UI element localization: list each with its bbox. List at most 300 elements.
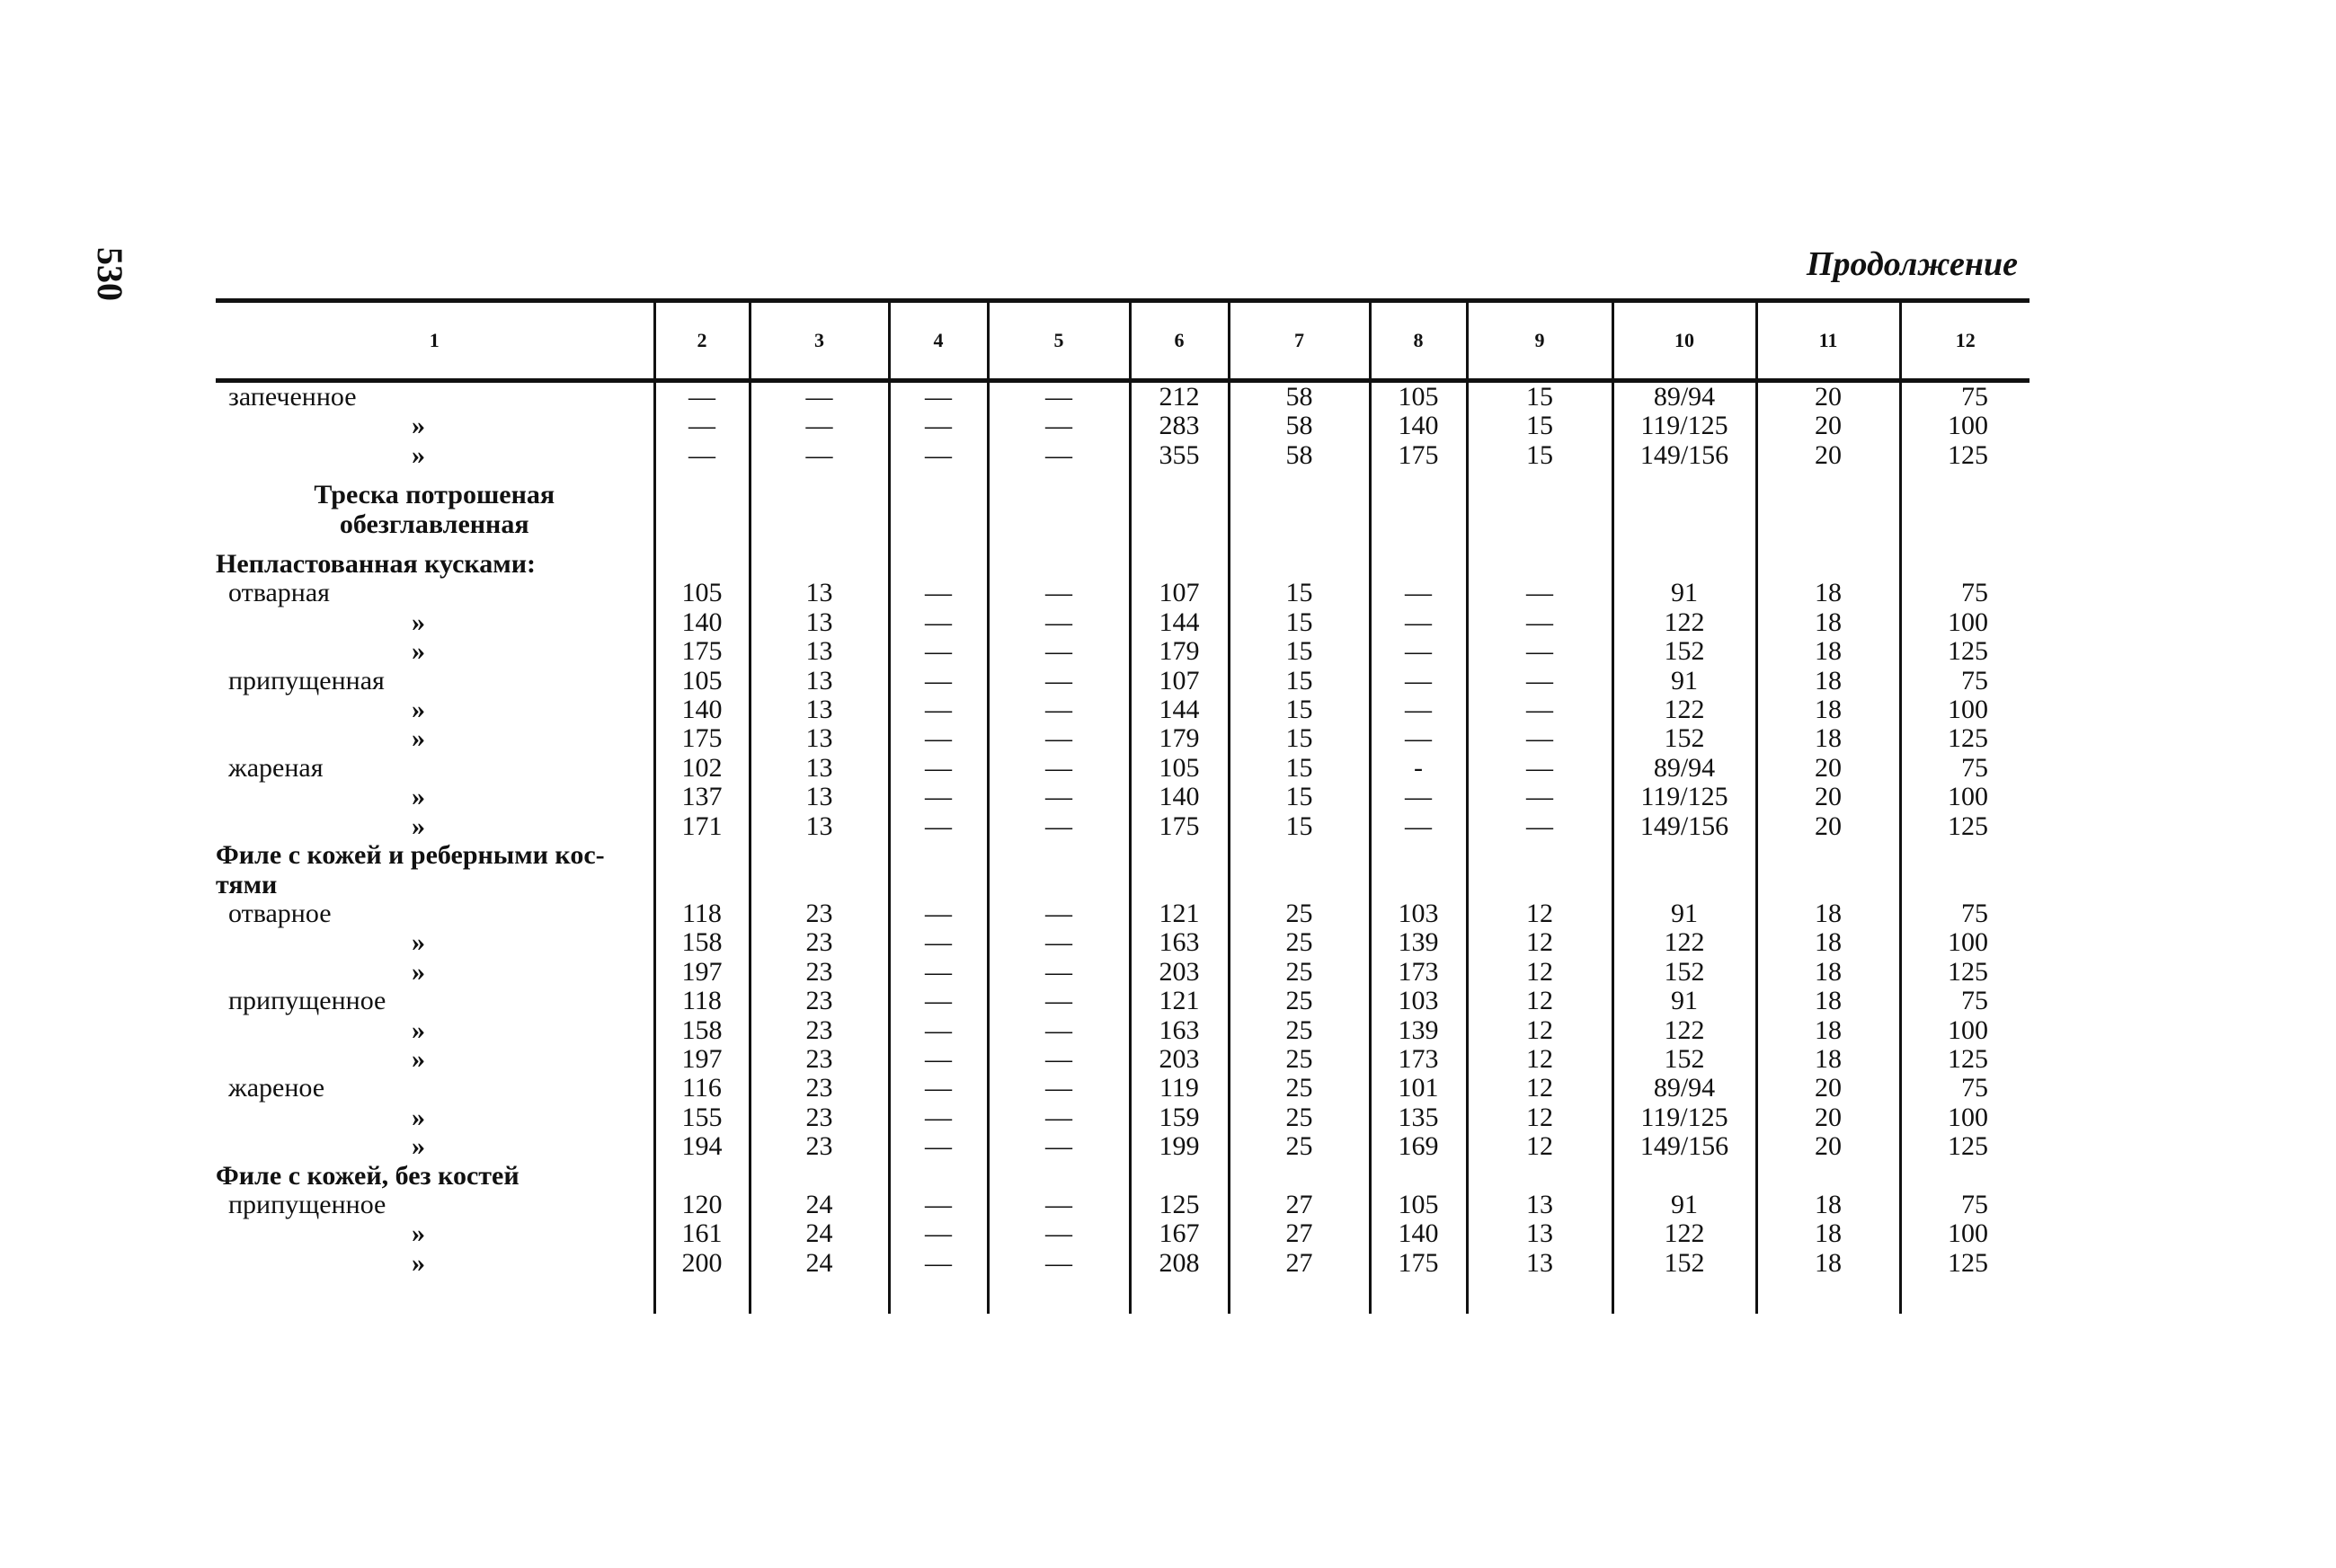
cell-col-8: 103	[1370, 987, 1467, 1015]
cell-col-9	[1467, 871, 1612, 899]
cell-col-6: 105	[1130, 754, 1229, 783]
cell-col-9: —	[1467, 812, 1612, 841]
cell-col-12: 100	[1900, 608, 2030, 637]
cell-col-2: 197	[654, 1045, 750, 1074]
table-row	[216, 871, 2030, 899]
cell-col-11: 18	[1756, 1016, 1900, 1045]
cell-col-3: 24	[750, 1191, 889, 1219]
row-label: »	[412, 811, 425, 841]
cell-col-3	[750, 1162, 889, 1191]
cell-col-7: 15	[1229, 695, 1370, 724]
cell-col-2	[654, 481, 750, 509]
cell-col-7	[1229, 550, 1370, 579]
cell-col-9: —	[1467, 579, 1612, 607]
cell-col-10: 89/94	[1612, 381, 1756, 412]
column-header-9: 9	[1467, 301, 1612, 381]
spacer-cell	[1229, 539, 1370, 550]
cell-col-8	[1370, 1162, 1467, 1191]
cell-col-8: 173	[1370, 958, 1467, 987]
cell-col-12: 75	[1900, 381, 2030, 412]
cell-col-11: 18	[1756, 1219, 1900, 1248]
cell-col-10: 122	[1612, 608, 1756, 637]
cell-col-4: —	[889, 899, 988, 928]
cell-col-8: 101	[1370, 1074, 1467, 1103]
cell-col-10: 91	[1612, 579, 1756, 607]
table-row	[216, 1132, 2030, 1161]
row-label: »	[412, 1043, 425, 1074]
cell-col-12: 75	[1900, 1191, 2030, 1219]
cell-col-9: —	[1467, 783, 1612, 811]
spacer-cell	[654, 1278, 750, 1314]
table-row	[216, 550, 2030, 579]
cell-col-12: 125	[1900, 958, 2030, 987]
table-row	[216, 958, 2030, 987]
cell-col-10: 152	[1612, 958, 1756, 987]
table-row	[216, 510, 2030, 539]
cell-col-6: 208	[1130, 1249, 1229, 1278]
row-label: »	[412, 956, 425, 987]
cell-col-6: 140	[1130, 783, 1229, 811]
cell-col-7: 25	[1229, 1045, 1370, 1074]
cell-col-3: 23	[750, 958, 889, 987]
table-row	[216, 724, 2030, 753]
cell-col-2: 140	[654, 695, 750, 724]
cell-col-12: 100	[1900, 695, 2030, 724]
cell-col-11: 18	[1756, 928, 1900, 957]
cell-col-11: 18	[1756, 1249, 1900, 1278]
spacer-cell	[1756, 1278, 1900, 1314]
cell-col-5	[988, 550, 1130, 579]
cell-col-9: 12	[1467, 1074, 1612, 1103]
spacer-cell	[1370, 1278, 1467, 1314]
cell-col-4: —	[889, 724, 988, 753]
cell-col-11: 20	[1756, 381, 1900, 412]
spacer-cell	[1130, 1278, 1229, 1314]
cell-col-5: —	[988, 412, 1130, 440]
spacer-cell	[1900, 470, 2030, 481]
cell-col-5: —	[988, 928, 1130, 957]
column-header-3: 3	[750, 301, 889, 381]
cell-col-12: 125	[1900, 724, 2030, 753]
cell-col-10	[1612, 1162, 1756, 1191]
cell-col-2	[654, 871, 750, 899]
cell-col-10: 122	[1612, 695, 1756, 724]
cell-col-11: 18	[1756, 579, 1900, 607]
cell-col-3: 13	[750, 637, 889, 666]
table-row	[216, 1074, 2030, 1103]
cell-col-11: 20	[1756, 1074, 1900, 1103]
cell-col-5	[988, 841, 1130, 870]
table-row	[216, 1249, 2030, 1278]
cell-col-11: 18	[1756, 987, 1900, 1015]
cell-col-6: 179	[1130, 637, 1229, 666]
cell-col-2: —	[654, 381, 750, 412]
spacer-cell	[889, 539, 988, 550]
cell-col-4: —	[889, 441, 988, 470]
cell-col-7: 15	[1229, 724, 1370, 753]
cell-col-5: —	[988, 1103, 1130, 1132]
cell-col-2	[654, 841, 750, 870]
table-row	[216, 381, 2030, 412]
cell-col-6: 163	[1130, 928, 1229, 957]
cell-col-2	[654, 550, 750, 579]
cell-col-12: 100	[1900, 928, 2030, 957]
row-label: припущенное	[228, 1189, 386, 1219]
cell-col-8: —	[1370, 608, 1467, 637]
cell-col-5: —	[988, 899, 1130, 928]
cell-col-9: 15	[1467, 412, 1612, 440]
cell-col-6: 125	[1130, 1191, 1229, 1219]
cell-col-7	[1229, 871, 1370, 899]
cell-col-11: 20	[1756, 783, 1900, 811]
row-label: жареная	[228, 752, 324, 783]
cell-col-9	[1467, 510, 1612, 539]
cell-col-2: 120	[654, 1191, 750, 1219]
table-body	[216, 381, 2030, 1315]
cell-col-11: 18	[1756, 637, 1900, 666]
cell-col-4: —	[889, 667, 988, 695]
cell-col-11	[1756, 510, 1900, 539]
cell-col-8: 135	[1370, 1103, 1467, 1132]
cell-col-5: —	[988, 812, 1130, 841]
spacer-cell	[988, 539, 1130, 550]
cell-col-3	[750, 871, 889, 899]
cell-col-3: 23	[750, 1074, 889, 1103]
table-row	[216, 695, 2030, 724]
cell-col-2: 200	[654, 1249, 750, 1278]
cell-col-5	[988, 481, 1130, 509]
row-label: »	[412, 1102, 425, 1132]
row-label: »	[412, 439, 425, 470]
cell-col-9: 12	[1467, 1016, 1612, 1045]
cell-col-4: —	[889, 783, 988, 811]
cell-col-8: —	[1370, 783, 1467, 811]
cell-col-12	[1900, 841, 2030, 870]
cell-col-7: 58	[1229, 412, 1370, 440]
table-row	[216, 899, 2030, 928]
cell-col-3: 13	[750, 695, 889, 724]
cell-col-8: 140	[1370, 412, 1467, 440]
cell-col-8: 139	[1370, 1016, 1467, 1045]
table-row	[216, 637, 2030, 666]
cell-col-8: —	[1370, 724, 1467, 753]
cell-col-5: —	[988, 1249, 1130, 1278]
column-header-6: 6	[1130, 301, 1229, 381]
spacer-cell	[1370, 470, 1467, 481]
cell-col-11: 18	[1756, 958, 1900, 987]
cell-col-12: 125	[1900, 1249, 2030, 1278]
cell-col-6	[1130, 481, 1229, 509]
cell-col-8: —	[1370, 812, 1467, 841]
cell-col-11	[1756, 1162, 1900, 1191]
cell-col-10: 152	[1612, 637, 1756, 666]
table-row	[216, 928, 2030, 957]
cell-col-6: 121	[1130, 899, 1229, 928]
cell-col-3: 13	[750, 724, 889, 753]
cell-col-7: 15	[1229, 667, 1370, 695]
cell-col-12: 75	[1900, 579, 2030, 607]
cell-col-3	[750, 510, 889, 539]
cell-col-9: —	[1467, 724, 1612, 753]
cell-col-12: 125	[1900, 637, 2030, 666]
spacer-cell	[1130, 470, 1229, 481]
cell-col-6	[1130, 841, 1229, 870]
row-label: жареное	[228, 1073, 325, 1103]
cell-col-9: 12	[1467, 928, 1612, 957]
table-header-row	[216, 301, 2030, 381]
spacer-cell	[1467, 539, 1612, 550]
cell-col-10: 89/94	[1612, 754, 1756, 783]
table-row	[216, 1219, 2030, 1248]
spacer-cell	[1612, 539, 1756, 550]
cell-col-6: 107	[1130, 667, 1229, 695]
cell-col-12: 75	[1900, 987, 2030, 1015]
cell-col-6: 203	[1130, 958, 1229, 987]
cell-col-12: 125	[1900, 441, 2030, 470]
nutrition-table	[216, 298, 2030, 1314]
cell-col-3: 13	[750, 754, 889, 783]
cell-col-8	[1370, 510, 1467, 539]
cell-col-2: 158	[654, 928, 750, 957]
cell-col-11: 18	[1756, 724, 1900, 753]
cell-col-6: 199	[1130, 1132, 1229, 1161]
table-row	[216, 1191, 2030, 1219]
cell-col-7: 25	[1229, 1132, 1370, 1161]
cell-col-11	[1756, 550, 1900, 579]
cell-col-6: 144	[1130, 695, 1229, 724]
cell-col-9: 13	[1467, 1249, 1612, 1278]
table-row	[216, 987, 2030, 1015]
cell-col-3: 24	[750, 1219, 889, 1248]
cell-col-12	[1900, 1162, 2030, 1191]
cell-col-7	[1229, 1162, 1370, 1191]
spacer-cell	[750, 1278, 889, 1314]
cell-col-6: 355	[1130, 441, 1229, 470]
table-row	[216, 1103, 2030, 1132]
cell-col-4: —	[889, 928, 988, 957]
cell-col-10: 122	[1612, 1219, 1756, 1248]
spacer-cell	[750, 470, 889, 481]
cell-col-8: 139	[1370, 928, 1467, 957]
spacer-cell	[1229, 1278, 1370, 1314]
cell-col-5: —	[988, 754, 1130, 783]
cell-col-2: 118	[654, 987, 750, 1015]
table-row	[216, 812, 2030, 841]
cell-col-6: 159	[1130, 1103, 1229, 1132]
cell-col-11: 18	[1756, 1045, 1900, 1074]
cell-col-9: 13	[1467, 1219, 1612, 1248]
cell-col-11	[1756, 871, 1900, 899]
cell-col-5: —	[988, 724, 1130, 753]
cell-col-4: —	[889, 1191, 988, 1219]
cell-col-5: —	[988, 381, 1130, 412]
cell-col-4: —	[889, 637, 988, 666]
cell-col-2: 158	[654, 1016, 750, 1045]
cell-col-6	[1130, 550, 1229, 579]
cell-col-9: 13	[1467, 1191, 1612, 1219]
spacer-cell	[1900, 539, 2030, 550]
cell-col-3: 13	[750, 579, 889, 607]
cell-col-7: 15	[1229, 608, 1370, 637]
table-row	[216, 783, 2030, 811]
cell-col-11: 18	[1756, 695, 1900, 724]
cell-col-10: 91	[1612, 987, 1756, 1015]
cell-col-7: 25	[1229, 928, 1370, 957]
cell-col-12	[1900, 481, 2030, 509]
cell-col-4: —	[889, 1219, 988, 1248]
nutrition-table-wrap	[216, 298, 2030, 1314]
cell-col-3: 23	[750, 1103, 889, 1132]
cell-col-3: 23	[750, 928, 889, 957]
spacer-cell	[1612, 1278, 1756, 1314]
spacer-cell	[1756, 539, 1900, 550]
cell-col-8: 140	[1370, 1219, 1467, 1248]
cell-col-3: 13	[750, 608, 889, 637]
cell-col-2: 102	[654, 754, 750, 783]
cell-col-2: 105	[654, 579, 750, 607]
cell-col-3: 13	[750, 667, 889, 695]
cell-col-6	[1130, 871, 1229, 899]
cell-col-11: 18	[1756, 667, 1900, 695]
cell-col-8	[1370, 871, 1467, 899]
cell-col-9: 15	[1467, 441, 1612, 470]
cell-col-9	[1467, 550, 1612, 579]
cell-col-10: 152	[1612, 1045, 1756, 1074]
cell-col-2: 116	[654, 1074, 750, 1103]
table-row	[216, 1162, 2030, 1191]
cell-col-10: 89/94	[1612, 1074, 1756, 1103]
cell-col-7: 25	[1229, 987, 1370, 1015]
cell-col-6: 163	[1130, 1016, 1229, 1045]
cell-col-10	[1612, 510, 1756, 539]
cell-col-7	[1229, 841, 1370, 870]
cell-col-7	[1229, 510, 1370, 539]
cell-col-5	[988, 871, 1130, 899]
cell-col-10: 149/156	[1612, 812, 1756, 841]
cell-col-11: 20	[1756, 812, 1900, 841]
table-row	[216, 754, 2030, 783]
column-header-11: 11	[1756, 301, 1900, 381]
cell-col-4: —	[889, 754, 988, 783]
cell-col-6	[1130, 1162, 1229, 1191]
cell-col-3	[750, 481, 889, 509]
cell-col-2: —	[654, 412, 750, 440]
cell-col-4	[889, 550, 988, 579]
column-header-5: 5	[988, 301, 1130, 381]
cell-col-12	[1900, 550, 2030, 579]
spacer-cell	[1229, 470, 1370, 481]
column-header-4: 4	[889, 301, 988, 381]
column-header-7: 7	[1229, 301, 1370, 381]
cell-col-7: 27	[1229, 1219, 1370, 1248]
cell-col-5: —	[988, 1132, 1130, 1161]
row-label: отварное	[228, 898, 332, 928]
cell-col-2: 175	[654, 637, 750, 666]
cell-col-7: 15	[1229, 579, 1370, 607]
spacer-cell	[1467, 470, 1612, 481]
cell-col-12	[1900, 510, 2030, 539]
cell-col-6: 212	[1130, 381, 1229, 412]
cell-col-10: 122	[1612, 1016, 1756, 1045]
group-label: Филе с кожей и реберными кос-	[216, 840, 605, 871]
cell-col-12: 100	[1900, 1103, 2030, 1132]
cell-col-4: —	[889, 381, 988, 412]
cell-col-7: 15	[1229, 754, 1370, 783]
cell-col-4	[889, 510, 988, 539]
cell-col-7: 25	[1229, 1074, 1370, 1103]
table-row	[216, 1045, 2030, 1074]
cell-col-4: —	[889, 695, 988, 724]
cell-col-2: 175	[654, 724, 750, 753]
cell-col-6: 167	[1130, 1219, 1229, 1248]
cell-col-4: —	[889, 812, 988, 841]
cell-col-11: 20	[1756, 412, 1900, 440]
cell-col-12: 100	[1900, 783, 2030, 811]
cell-col-11	[1756, 481, 1900, 509]
spacer-cell	[1467, 1278, 1612, 1314]
row-label: »	[412, 1218, 425, 1249]
cell-col-10	[1612, 841, 1756, 870]
cell-col-4	[889, 481, 988, 509]
row-label: »	[412, 782, 425, 812]
cell-col-7: 58	[1229, 381, 1370, 412]
cell-col-2: 161	[654, 1219, 750, 1248]
spacer-cell	[889, 1278, 988, 1314]
cell-col-9: 15	[1467, 381, 1612, 412]
cell-col-8: 105	[1370, 1191, 1467, 1219]
cell-col-7: 15	[1229, 783, 1370, 811]
row-label: запеченное	[228, 382, 357, 412]
cell-col-2: —	[654, 441, 750, 470]
cell-col-5	[988, 510, 1130, 539]
table-row	[216, 1016, 2030, 1045]
cell-col-3: —	[750, 412, 889, 440]
cell-col-12: 100	[1900, 1016, 2030, 1045]
spacer-cell	[1612, 470, 1756, 481]
cell-col-2: 155	[654, 1103, 750, 1132]
spacer-cell	[1370, 539, 1467, 550]
cell-col-11	[1756, 841, 1900, 870]
cell-col-9: 12	[1467, 987, 1612, 1015]
section-heading: Треска потрошеная	[314, 480, 555, 510]
column-header-8: 8	[1370, 301, 1467, 381]
cell-col-12: 75	[1900, 754, 2030, 783]
cell-col-5: —	[988, 637, 1130, 666]
cell-col-10: 152	[1612, 724, 1756, 753]
cell-col-11: 20	[1756, 754, 1900, 783]
cell-col-10	[1612, 871, 1756, 899]
table-row	[216, 481, 2030, 509]
cell-col-6: 283	[1130, 412, 1229, 440]
table-row	[216, 608, 2030, 637]
cell-col-2: 171	[654, 812, 750, 841]
cell-col-10: 122	[1612, 928, 1756, 957]
cell-col-4: —	[889, 1249, 988, 1278]
cell-col-10: 91	[1612, 899, 1756, 928]
cell-col-8: —	[1370, 695, 1467, 724]
row-label: »	[412, 636, 425, 667]
column-header-2: 2	[654, 301, 750, 381]
cell-col-8: —	[1370, 667, 1467, 695]
spacer-cell	[889, 470, 988, 481]
cell-col-7: 58	[1229, 441, 1370, 470]
table-row	[216, 412, 2030, 440]
cell-col-2	[654, 510, 750, 539]
cell-col-5: —	[988, 441, 1130, 470]
cell-col-4	[889, 1162, 988, 1191]
cell-col-5: —	[988, 695, 1130, 724]
table-row	[216, 579, 2030, 607]
